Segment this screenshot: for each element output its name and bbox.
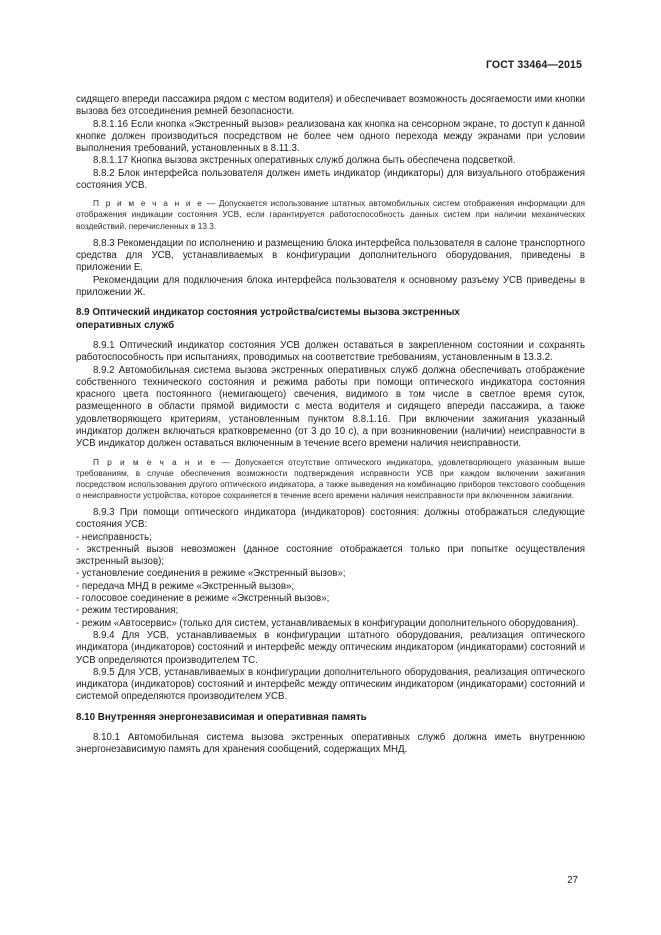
note-1-label: П р и м е ч а н и е <box>93 198 204 209</box>
document-header: ГОСТ 33464—2015 <box>485 59 582 71</box>
paragraph-8-9-2: 8.9.2 Автомобильная система вызова экстренных оперативных служб должна обеспечивать отображение собственного технического состояния и режима работы при помощи оптического индикатора состояния красного цвета постоянного (немигающего) свечения, видимого в том числе в светлое время суток, размещенного в области прямой видимости с места водителя и сидящего впереди пассажира, а также удовлетворяющего критериям, установленным пунктом 8.8.1.16. При включении зажигания указанный индикатор должен включаться кратковременно (от 3 до 10 с), а при возникновении (наличии) неисправности в УСВ индикатор должен оставаться включенным в течение всего времени наличия неисправности. <box>76 364 585 450</box>
list-item: - неисправность; <box>76 531 152 543</box>
section-title-8-10: Внутренняя энергонезависимая и оперативная память <box>95 711 367 723</box>
page-number: 27 <box>567 875 578 886</box>
paragraph-8-8-1-17: 8.8.1.17 Кнопка вызова экстренных оперативных служб должна быть обеспечена подсветкой. <box>93 155 516 167</box>
paragraph-continuation: сидящего впереди пассажира рядом с местом водителя) и обеспечивает возможность досягаемости ими кнопки вызова без отсоединения ремней безопасности. <box>76 94 585 118</box>
paragraph-8-8-2: 8.8.2 Блок интерфейса пользователя должен иметь индикатор (индикаторы) для визуального отображения состояния УСВ. <box>76 167 585 192</box>
paragraph-8-9-5: 8.9.5 Для УСВ, устанавливаемых в конфигурации дополнительного оборудования, реализация оптического индикатора (индикаторов) состояний и интерфейс между оптическим индикатором (индикаторами) состояний и системой определяются производителем УСВ. <box>76 666 585 703</box>
section-title-8-9-line1: Оптический индикатор состояния устройства/системы вызова экстренных <box>89 307 460 319</box>
list-item: - передача МНД в режиме «Экстренный вызов»; <box>76 580 295 592</box>
section-heading-8-10 <box>76 712 585 724</box>
note-2-text: — Допускается отсутствие оптического индикатора, удовлетворяющего указанным выше требованиям, в случае обеспечения возможности подтверждения исправности УСВ при каждом включении зажигания посредством использования другого оптического индикатора, а также выведения на комбинацию приборов текстового сообщения о неисправности устройства, которое сохраняется в течение всего времени наличия неисправности при включенном зажигании. <box>76 456 585 500</box>
list-item: - экстренный вызов невозможен (данное состояние отображается только при попытке осуществления экстренный вызов); <box>76 543 585 568</box>
paragraph-8-8-3-b: Рекомендации для подключения блока интерфейса пользователя к основному разъему УСВ приведены в приложении Ж. <box>76 274 585 298</box>
page-body <box>76 94 585 757</box>
note-2 <box>76 457 585 501</box>
list-item: - режим тестирования; <box>76 605 179 617</box>
note-1-text: — Допускается использование штатных автомобильных систем отображения информации для отображения индикации состояния УСВ, если гарантируется работоспособность данных систем при наличии механических воздействий, перечисленных в 13.3. <box>76 198 585 231</box>
paragraph-8-8-3: 8.8.3 Рекомендации по исполнению и размещению блока интерфейса пользователя в салоне транспортного средства для УСВ, устанавливаемых в конфигурации дополнительного оборудования, приведены в приложении Е. <box>76 237 585 274</box>
paragraph-8-9-3: 8.9.3 При помощи оптического индикатора (индикаторов) состояния: должны отображаться следующие состояния УСВ: <box>76 507 585 531</box>
paragraph-8-10-1: 8.10.1 Автомобильная система вызова экстренных оперативных служб должна иметь внутреннюю энергонезависимую память для хранения сообщений, содержащих МНД. <box>76 732 585 756</box>
section-number-8-10: 8.10 <box>76 711 96 723</box>
list-item: - голосовое соединение в режиме «Экстренный вызов»; <box>76 593 330 605</box>
note-1 <box>76 198 585 231</box>
list-item: - режим «Автосервис» (только для систем, устанавливаемых в конфигурации дополнительного оборудования). <box>76 617 579 629</box>
paragraph-8-8-1-16: 8.8.1.16 Если кнопка «Экстренный вызов» реализована как кнопка на сенсорном экране, то доступ к данной кнопке должен производиться посредством не более чем одного перехода между экранами при условии выполнения требований, установленных в 8.11.3. <box>76 118 585 155</box>
list-item: - установление соединения в режиме «Экстренный вызов»; <box>76 568 346 580</box>
section-title-8-9-line2: оперативных служб <box>76 319 175 331</box>
note-2-label: П р и м е ч а н и е <box>93 456 217 467</box>
paragraph-8-9-4: 8.9.4 Для УСВ, устанавливаемых в конфигурации штатного оборудования, реализация оптического индикатора (индикаторов) состояний и интерфейс между оптическим индикатором (индикаторами) состояний и УСВ определяются производителем ТС. <box>76 629 585 666</box>
section-number-8-9: 8.9 <box>76 307 90 319</box>
paragraph-8-9-1: 8.9.1 Оптический индикатор состояния УСВ должен оставаться в закрепленном состоянии и сохранять работоспособность при испытаниях, проводимых на соответствие требованиям, установленным в 13.3.2. <box>76 339 585 364</box>
section-heading-8-9 <box>76 307 585 332</box>
